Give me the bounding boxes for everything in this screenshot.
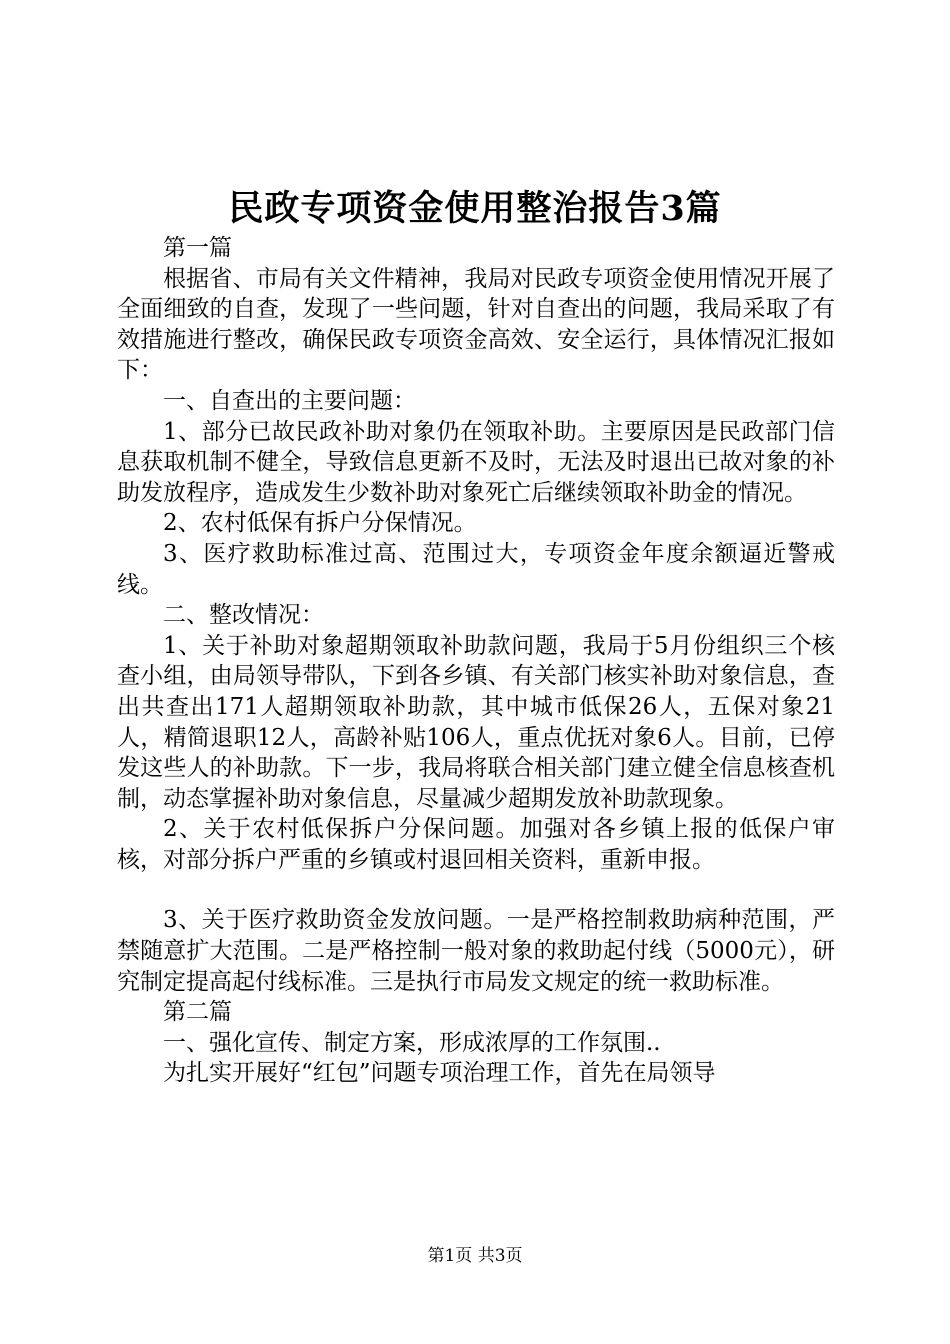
problem-item-1: 1、部分已故民政补助对象仍在领取补助。主要原因是民政部门信息获取机制不健全，导致信息更新不及时，无法及时退出已故对象的补助发放程序，造成发生少数补助对象死亡后继续领取补助金的情况。 xyxy=(117,418,835,506)
rectification-item-3: 3、关于医疗救助资金发放问题。一是严格控制救助病种范围，严禁随意扩大范围。二是严格控制一般对象的救助起付线（5000元），研究制定提高起付线标准。三是执行市局发文规定的统一救助标准。 xyxy=(117,907,835,995)
section-heading-part-one: 第一篇 xyxy=(163,235,232,261)
rectification-item-2: 2、关于农村低保拆户分保问题。加强对各乡镇上报的低保户审核，对部分拆户严重的乡镇或村退回相关资料，重新申报。 xyxy=(117,816,835,873)
problems-heading: 一、自查出的主要问题： xyxy=(163,387,416,414)
page-footer: 第1页 共3页 xyxy=(427,1246,523,1266)
rectification-item-1: 1、关于补助对象超期领取补助款问题，我局于5月份组织三个核查小组，由局领导带队，下到各乡镇、有关部门核实补助对象信息，查出共查出171人超期领取补助款，其中城市低保26人，五保对象21人，精简退职12人，高龄补贴106人，重点优抚对象6人。目前，已停发这些人的补助款。下一步，我局将联合相关部门建立健全信息核查机制，动态掌握补助对象信息，尽量减少超期发放补助款现象。 xyxy=(117,632,835,812)
section-heading-part-two: 第二篇 xyxy=(163,999,232,1026)
publicity-heading: 一、强化宣传、制定方案，形成浓厚的工作氛围.. xyxy=(163,1029,661,1056)
problem-item-2: 2、农村低保有拆户分保情况。 xyxy=(163,510,477,537)
rectification-heading: 二、整改情况： xyxy=(163,602,324,629)
problem-item-3: 3、医疗救助标准过高、范围过大，专项资金年度余额逼近警戒线。 xyxy=(117,540,835,598)
intro-paragraph: 根据省、市局有关文件精神，我局对民政专项资金使用情况开展了全面细致的自查，发现了一些问题，针对自查出的问题，我局采取了有效措施进行整改，确保民政专项资金高效、安全运行，具体情况汇报如下： xyxy=(117,265,835,384)
document-title: 民政专项资金使用整治报告3篇 xyxy=(228,188,722,229)
document-body xyxy=(117,233,835,1089)
publicity-paragraph: 为扎实开展好“红包”问题专项治理工作，首先在局领导 xyxy=(163,1060,716,1087)
